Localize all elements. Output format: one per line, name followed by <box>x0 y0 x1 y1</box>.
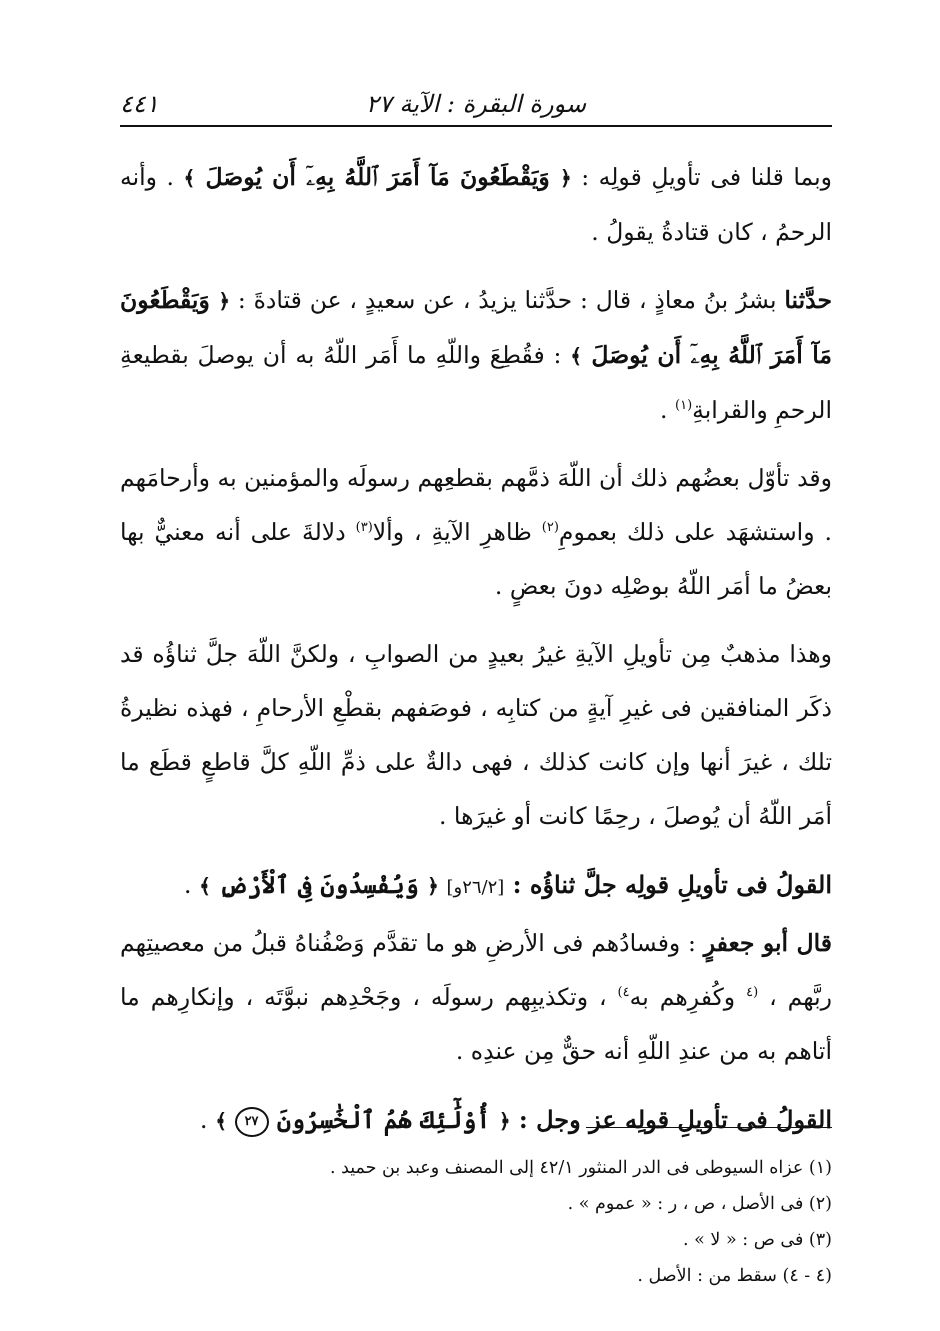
footnotes <box>120 1150 832 1294</box>
footnote-4: (٤ - ٤) سقط من : الأصل . <box>637 1266 832 1286</box>
hadith-lead: حدَّثنا <box>784 286 832 314</box>
paragraph-1: وبما قلنا فى تأويلِ قولِه : ﴿ وَيَقْطَعُونَ مَآ أَمَرَ ٱللَّهُ بِهِۦٓ أَن يُوصَلَ ﴾ . وأنه الرحمُ ، كان قتادةُ يقولُ . <box>120 163 833 246</box>
paragraph-2: حدَّثنا بشرُ بنُ معاذٍ ، قال : حدَّثنا يزيدُ ، عن سعيدٍ ، عن قتادةَ : ﴿ وَيَقْطَعُونَ مَآ أَمَرَ ٱللَّهُ بِهِۦٓ أَن يُوصَلَ ﴾ : فقُطِعَ واللّهِ ما أَمَر اللّهُ به أن يوصلَ بقطيعةِ الرحمِ والقرابةِ$^{(١)}$ . <box>120 286 832 424</box>
main-text <box>120 150 832 1149</box>
quran-open-bracket: ﴿ <box>498 1109 511 1133</box>
quran-open-bracket: ﴿ <box>427 874 439 898</box>
quran-close-bracket: ﴾ <box>570 344 582 368</box>
quran-quote: وَيَقْطَعُونَ مَآ أَمَرَ ٱللَّهُ بِهِۦٓ أَن يُوصَلَ <box>120 286 832 369</box>
header-divider <box>120 125 832 127</box>
footnote-ref-4-open: (٤ <box>746 985 759 1001</box>
speaker-lead: قال أبو جعفرٍ <box>703 929 832 957</box>
paragraph-4: وهذا مذهبٌ مِن تأويلِ الآيةِ غيرُ بعيدٍ من الصوابِ ، ولكنَّ اللّهَ جلَّ ثناؤُه قد ذكَر المنافقين فى غيرِ آيةٍ من كتابِه ، فوصَفهم بقطْعِ الأرحامِ ، فهذه نظيرةُ تلك ، غيرَ أنها وإن كانت كذلك ، فهى دالةٌ على ذمِّ اللّهِ كلَّ قاطعٍ قطَع ما أمَر اللّهُ أن يُوصلَ ، رحِمًا كانت أو غيرَها . <box>120 640 832 830</box>
footnote-divider <box>586 1127 832 1128</box>
running-header <box>120 84 832 124</box>
ayah-number-marker: ٢٧ <box>235 1107 269 1137</box>
quran-quote: أُوْلَٰٓئِكَ هُمُ ٱلْخَٰسِرُونَ <box>268 1105 499 1134</box>
footnote-ref-1: (١) <box>675 398 693 414</box>
paragraph-5: قال أبو جعفرٍ : وفسادُهم فى الأرضِ هو ما تقدَّم وَصْفُناهُ قبلُ من معصيتِهم ربَّهم ، $^{(٤}$ وكُفرِهم به$^{٤)}$ ، وتكذيبِهم رسولَه ، وجَحْدِهم نبوَّتَه ، وإنكارِهم ما أتاهم به من عندِ اللّهِ أنه حقٌّ مِن عندِه . <box>120 929 832 1065</box>
paragraph-3: وقد تأوّل بعضُهم ذلك أن اللّهَ ذمَّهم بقطعِهم رسولَه والمؤمنين به وأرحامَهم . واستشهَد على ذلك بعمومِ$^{(٢)}$ ظاهرِ الآيةِ ، وألا$^{(٣)}$ دلالةَ على أنه معنيٌّ بها بعضُ ما أمَر اللّهُ بوصْلِه دونَ بعضٍ . <box>120 464 832 600</box>
section-heading-2: القولُ فى تأويلِ قولِه عز وجل : ﴿ أُوْلَٰٓئِكَ هُمُ ٱلْخَٰسِرُونَ ٢٧ ﴾ . <box>120 1092 832 1149</box>
quran-close-bracket: ﴾ <box>183 166 196 190</box>
quran-quote: وَيُفْسِدُونَ فِى ٱلْأَرْضِ <box>210 870 428 899</box>
footnote-3: (٣) فى ص : « لا » . <box>683 1230 832 1250</box>
footnote-ref-3: (٣) <box>355 520 373 536</box>
quran-open-bracket: ﴿ <box>218 289 231 313</box>
manuscript-ref: [٢٦/٢و] <box>446 877 505 898</box>
quran-quote: وَيَقْطَعُونَ مَآ أَمَرَ ٱللَّهُ بِهِۦٓ أَن يُوصَلَ <box>195 163 560 191</box>
quran-open-bracket: ﴿ <box>559 166 572 190</box>
footnote-1: (١) عزاه السيوطى فى الدر المنثور ٤٢/١ إلى المصنف وعبد بن حميد . <box>329 1158 832 1178</box>
quran-close-bracket: ﴾ <box>215 1109 227 1133</box>
footnote-ref-4-close: ٤) <box>617 985 630 1001</box>
page-number: ٤٤١ <box>120 90 159 118</box>
quran-close-bracket: ﴾ <box>199 874 211 898</box>
footnote-ref-2: (٢) <box>541 520 559 536</box>
header-title: سورة البقرة : الآية ٢٧ <box>365 90 587 118</box>
footnote-2: (٢) فى الأصل ، ص ، ر : « عموم » . <box>567 1194 832 1214</box>
section-heading-1: القولُ فى تأويلِ قولِه جلَّ ثناؤُه : [٢٦/٢و] ﴿ وَيُفْسِدُونَ فِى ٱلْأَرْضِ ﴾ . <box>183 870 832 899</box>
